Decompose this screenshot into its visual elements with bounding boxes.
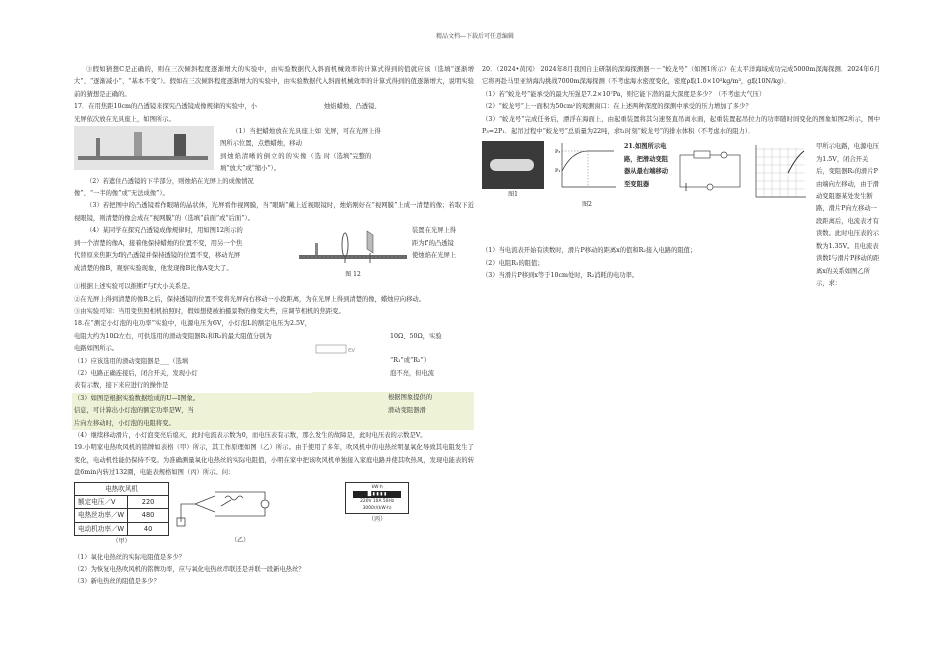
q18-part4: （4）继续移动滑片，小灯泡变亮后熄灭，此时电流表示数为0，而电压表有示数，那么发生的故障是，此时电压表的示数是V。 xyxy=(74,431,427,439)
meter-spec: 220V 10A 50Hz xyxy=(360,498,395,504)
q18-right-3: 泡不亮，但电流 xyxy=(390,369,435,377)
figure-1 xyxy=(482,141,544,201)
question-18 xyxy=(74,318,474,442)
fig2-caption: 图2 xyxy=(582,200,592,208)
q19-part2: （2）为恢复电热吹风机的铭牌功率，应与氧化电热丝串联还是并联一段新电热丝？ xyxy=(74,566,305,574)
q17-part1-cont: 到烛焰清晰的倒立的的实像（选填“放大”或“缩小”）。 xyxy=(220,152,321,173)
q17-part4-b: 到一个清楚的像A，接着他保持蜡烛的位置不变，用另一个焦 xyxy=(74,239,243,247)
q17-part2-cont: 像”、“一半的像”或“无法成像”）。 xyxy=(74,190,169,198)
figure-bing xyxy=(345,482,409,526)
figure-yi xyxy=(175,482,305,548)
q17-part1: （1）当把蜡烛放在光具座上如图所示位置，点燃蜡烛，移动 xyxy=(220,128,321,148)
q18-right-1: 10Ω、50Ω，实验 xyxy=(390,332,442,340)
table-row: 额定电压／V 220 xyxy=(75,496,169,509)
caption-bing: （丙） xyxy=(368,515,387,523)
q21-part3: （3）当滑片P移到x等于10cm处时，R₂消耗的电功率。 xyxy=(482,272,639,280)
q17-intro-right: 烛焰蜡烛、凸透镜、 xyxy=(324,103,381,111)
q18-part3: （3）如图是根据实验数据绘成的U—I图象。 xyxy=(72,393,474,405)
q19-part1: （1）氧化电热丝的实际电阻值是多少？ xyxy=(74,553,186,561)
q17-2-right: 时（选填“完整的 xyxy=(324,152,372,160)
left-column xyxy=(74,64,474,589)
q18-part2: （2）电路正确连接后，闭合开关，发现小灯 xyxy=(74,369,198,377)
svg-text:P₁: P₁ xyxy=(555,168,561,175)
q18-right-5: 滑动变阻器滑 xyxy=(312,405,474,417)
q19-figures xyxy=(74,482,474,549)
q19-intro: 19.小明家电热吹风机的铭牌如表格（甲）所示，其工作原理如图（乙）所示。由于使用了多年，吹风机中的电热丝明显氧化导致其电阻发生了变化，电动机性能仍保持不变。为准确测量氧化电热丝的实际电阻值，小明在家中把该吹风机单独接入家庭电路并使其吹热风，发现电能表的转盘6min内转过132圈，电能表规格如图（丙）所示。问： xyxy=(74,444,474,477)
q18-circuit-thumb xyxy=(314,343,474,355)
fig12-caption: 图 12 xyxy=(345,270,361,278)
q17-1-right: 光屏，可在光屏上得 xyxy=(324,128,381,136)
table-row: 电动机功率／W 40 xyxy=(75,522,169,535)
page-header: 精品文档---下载后可任意编辑 xyxy=(435,33,515,40)
svg-text:P₃: P₃ xyxy=(555,149,561,156)
meter-digits: █ ▮ ▮ ▮ ▮ xyxy=(353,491,401,498)
current-distance-graph xyxy=(748,143,808,203)
q18-part3-c: 片向左移动时，小灯泡的电阻将变。 xyxy=(72,418,474,430)
q19-part3: （3）新电热丝的阻值是多少？ xyxy=(74,578,160,586)
lens-bench-diagram xyxy=(297,225,409,271)
q17-part3: （3）若把图中的凸透镜看作眼睛的晶状体，光屏看作视网膜，当“眼睛”戴上近视眼镜时，烛焰刚好在“视网膜”上成一清楚的像；若取下近视眼镜，则清楚的像会成在“视网膜”的（选填“前面”或“后面”）。 xyxy=(74,202,474,222)
q18-intro: 18.在“测定小灯泡的电功率”实验中，电源电压为6V，小灯泡L的额定电压为2.5V，电阻大约为10Ω左右，可供选用的滑动变阻器R₁和R₂的最大阻值分别为 xyxy=(74,320,311,340)
q17-4-right-2: 距为f'的凸透镜 xyxy=(412,239,454,247)
q16-continuation: ③假如猜想C是正确的，则在三次倾斜程度逐渐增大的实验中，由实验数据代入斜面机械效率的计算式得到的值就应该（选填“逐渐增大”、“逐渐减小”、“基本不变”）。假如在三次倾斜程度逐渐增大的实验中，由实验数据代入斜面机械效率的计算式得到的值逐渐增大，说明实验前的猜想是正确的。 xyxy=(74,66,474,98)
q18-right-4: 根据图象提供的 xyxy=(312,392,474,404)
q18-part1: （1）应该选用的滑动变阻器是___（选填 xyxy=(74,357,189,365)
optical-bench-image xyxy=(74,126,214,170)
q20-part2: （2）“蛟龙号”上一面积为50cm²的观测窗口：在上述两种深度的探测中承受的压力增加了多少？ xyxy=(482,103,752,111)
svg-text:ЄV: ЄV xyxy=(348,348,355,355)
table-row: 电热丝功率／W 480 xyxy=(75,509,169,522)
question-17 xyxy=(74,101,474,318)
q17-4-right xyxy=(412,225,474,262)
table-title: 电热吹风机 xyxy=(75,482,169,495)
q17-intro: 17．在用焦距10cm的凸透镜来探究凸透镜成像规律的实验中，小 xyxy=(74,103,257,111)
q17-part4-d: 成清楚的像B，观察实验现象，他发现像B比像A变大了。 xyxy=(74,264,233,272)
question-19 xyxy=(74,442,474,588)
caption-jia: （甲） xyxy=(112,538,131,546)
fig1-caption: 图1 xyxy=(508,191,518,199)
energy-meter xyxy=(345,482,409,514)
q21-circuit-diagram xyxy=(676,149,746,193)
meter-rev: 3000r/(kW·h) xyxy=(362,505,392,511)
q17-sub-b: ②在光屏上得到清楚的像B之后，保持透镜的位置不变将光屏向右移动一小段距离，为在光屏上得到清楚的像，蜡烛应向移动。 xyxy=(74,295,425,303)
figure-2 xyxy=(554,141,620,211)
q21-circuit xyxy=(676,149,746,198)
q17-line2: 光屏依次放在光具座上，如图所示。 xyxy=(74,115,175,123)
q17-part4-c: 代替原来焦距为f的凸透镜并保持透镜的位置不变，移动光屏 xyxy=(74,252,241,260)
question-20: 20．（2024•黄冈） 2024年8月我国自主研制的深海探测器－－“蛟龙号”（如图1所示）在太平洋海域成功完成5000m深海探测．2024年6月它将再赴马里亚纳海沟挑战7000m深海探测（不考虑海水密度变化，密度ρ取1.0×10³kg/m³，g取10N/kg）． xyxy=(482,66,880,86)
q18-part3-b: 信息，可计算出小灯泡的额定功率是W，当 xyxy=(72,405,474,417)
q21-part1: （1）当电流表开始有读数时，滑片P移动的距离x的值和R₂接入电路的阻值； xyxy=(482,247,697,255)
q17-part4: （4）某同学在探究凸透镜成像规律时，用如图12所示的 xyxy=(86,227,243,235)
q21-graph xyxy=(748,143,808,208)
q21-right-text: 甲所示电路，电源电压为1.5V，闭合开关后，变阻器R₂的滑片P由端向左移动，由于滑动变阻器某处发生断路，滑片P向左移动一段距离后，电流表才有读数。此时电压表的示数为1.35V。且电流表读数I与滑片P移动的距离x的关系如图乙所示，求： xyxy=(816,143,880,287)
right-column xyxy=(482,64,880,287)
circuit-diagram xyxy=(314,343,354,355)
q18-right-2: “R₁”或“R₂”） xyxy=(390,357,431,365)
q17-4-right-1: 装置在光屏上得 xyxy=(412,227,457,235)
q17-4-right-3: 使烛焰在光屏上 xyxy=(412,252,457,260)
q21-mid-text: 21.如图所示电路，把滑动变阻器从最右端移动至变阻器 xyxy=(624,143,669,188)
submersible-photo xyxy=(482,141,544,189)
q21-part2: （2）电阻R₁的阻值； xyxy=(482,259,544,267)
q17-sub-c: ③由实验可知：当用变焦照相机拍照时，假如想使被拍摄景物的像变大些，应调节相机的焦距变。 xyxy=(74,307,345,315)
q18-intro-b: 电路如图所示。 xyxy=(74,345,119,353)
hairdryer-circuit-diagram xyxy=(175,482,305,530)
q18-right-column xyxy=(314,318,474,417)
power-time-graph xyxy=(554,141,620,193)
q20-part1: （1）若“蛟龙号”能承受的最大压强是7.2×10⁷Pa，则它能下潜的最大深度是多少？（不考虑大气压） xyxy=(482,90,766,98)
q17-right-notes xyxy=(324,101,474,163)
q17-part2: （2）若遮住凸透镜的下半部分，则烛焰在光屏上的成像情况 xyxy=(86,177,254,185)
caption-yi: （乙） xyxy=(231,537,250,544)
figure-jia xyxy=(74,482,169,549)
q20-part3: （3）“蛟龙号”完成任务后，漂浮在海面上，由起重装置将其匀速竖直吊离水面，起重装置起吊拉力的功率随时间变化的图象如图2所示，图中P₃=2P₁．起吊过程中“蛟龙号”总质量为22吨，求t₁时刻“蛟龙号”的排水体积（不考虑水的阻力）． xyxy=(482,115,880,136)
q17-sub-a: ①根据上述实验可以推断f'与f大小关系是。 xyxy=(74,283,194,291)
meter-unit: kW·h xyxy=(371,484,383,490)
q18-part2-b: 表有示数，接下来应进行的操作是 xyxy=(74,382,169,390)
figure-12 xyxy=(297,225,409,281)
nameplate-table xyxy=(74,482,169,537)
